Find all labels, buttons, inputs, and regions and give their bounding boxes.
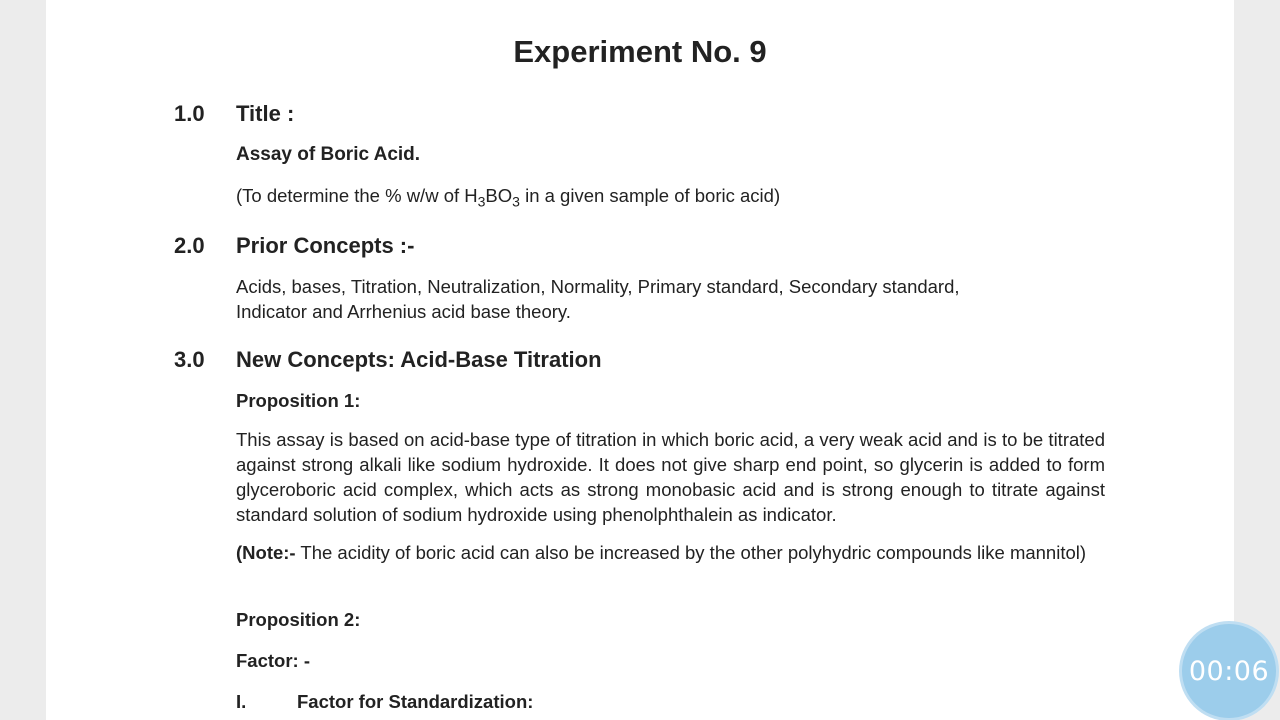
document-page xyxy=(46,0,1234,720)
purpose-text-bo: BO xyxy=(485,185,513,206)
section-3-heading: New Concepts: Acid-Base Titration xyxy=(236,347,602,372)
list-item-label: Factor for Standardization: xyxy=(297,691,534,712)
subscript-o: 3 xyxy=(512,193,520,210)
purpose-text-start: (To determine the % w/w of H xyxy=(236,185,478,206)
note-paragraph xyxy=(236,540,1105,565)
experiment-subtitle: Assay of Boric Acid. xyxy=(236,144,421,165)
section-2-number: 2.0 xyxy=(174,233,205,258)
proposition-2-label: Proposition 2: xyxy=(236,609,361,630)
section-2-heading: Prior Concepts :- xyxy=(236,233,415,258)
note-text: The acidity of boric acid can also be increased by the other polyhydric compounds like mannitol) xyxy=(295,542,1087,563)
purpose-text-end: in a given sample of boric acid) xyxy=(519,185,781,206)
note-label: (Note:- xyxy=(236,542,296,563)
recording-timer[interactable]: 00:06 xyxy=(1182,624,1276,718)
assay-paragraph: This assay is based on acid-base type of titration in which boric acid, a very weak acid and is to be titrated against strong alkali like sodium hydroxide. It does not give sharp end point, so glycerin is added to form glyceroboric acid complex, which acts as strong monobasic acid and is strong enough to titrate against standard solution of sodium hydroxide using phenolphthalein as indicator. xyxy=(236,429,1105,525)
section-1-heading: Title : xyxy=(236,101,295,126)
subscript-h: 3 xyxy=(477,193,486,210)
prior-concepts-line-1: Acids, bases, Titration, Neutralization, Normality, Primary standard, Secondary standard, xyxy=(236,276,960,297)
prior-concepts-line-2: Indicator and Arrhenius acid base theory. xyxy=(236,301,571,322)
experiment-title: Experiment No. 9 xyxy=(513,34,767,69)
purpose-statement xyxy=(236,183,780,215)
factor-label: Factor: - xyxy=(236,650,310,671)
proposition-1-label: Proposition 1: xyxy=(236,390,361,411)
section-3-number: 3.0 xyxy=(174,347,205,372)
section-1-number: 1.0 xyxy=(174,101,205,126)
list-item-number: I. xyxy=(236,691,247,712)
